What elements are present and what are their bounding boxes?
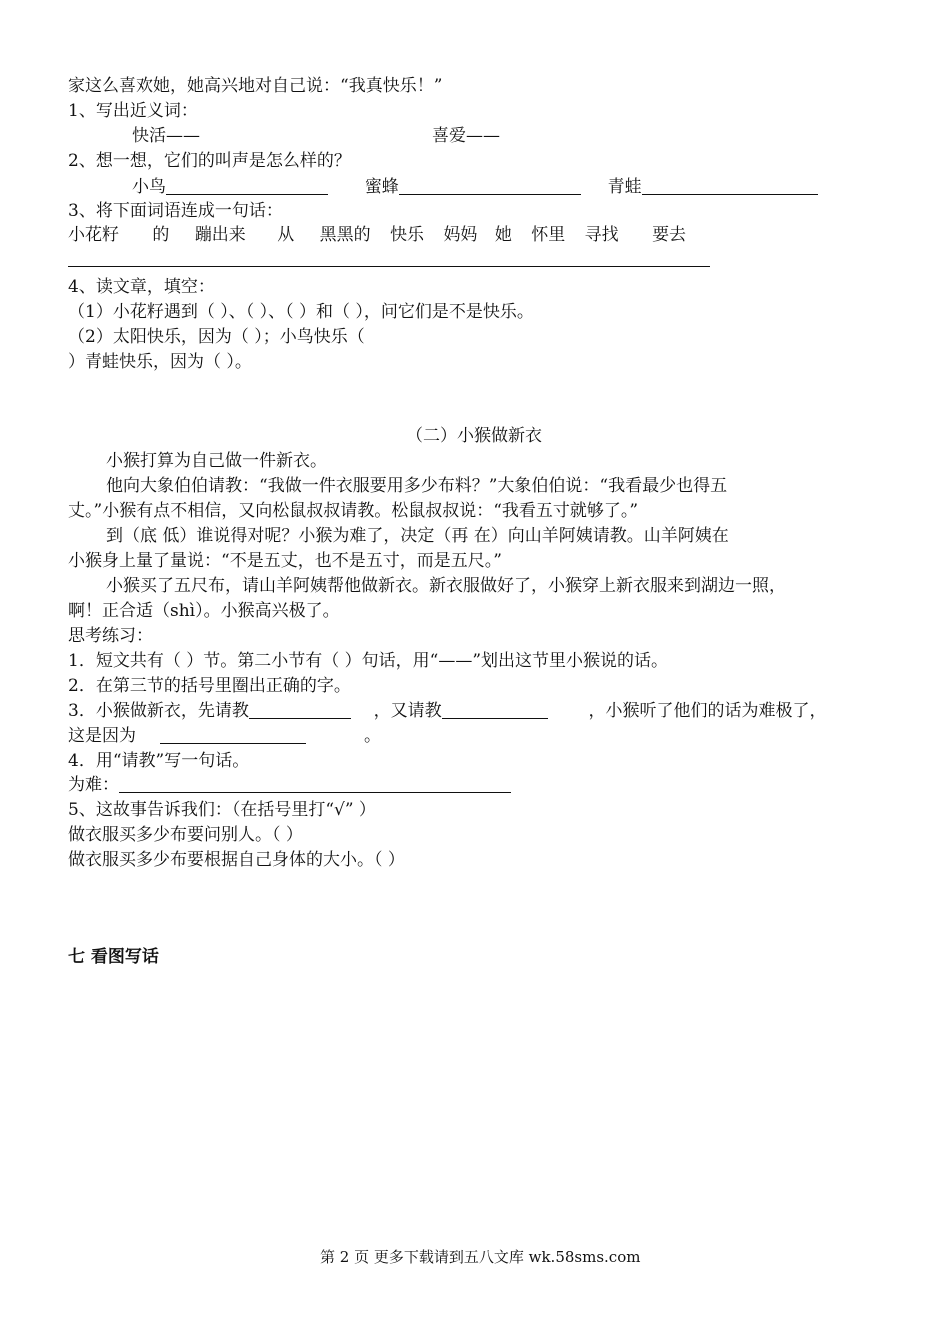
q2-bird: 小鸟 — [132, 177, 166, 197]
passage2-title: （二）小猴做新衣 — [406, 426, 542, 446]
exercise-2: 2．在第三节的括号里圈出正确的字。 — [68, 676, 351, 696]
q2-frog: 青蛙 — [607, 177, 642, 197]
exercise-3-blank-3 — [160, 725, 306, 744]
passage2-p2b: 丈。”小猴有点不相信，又向松鼠叔叔请教。松鼠叔叔说：“我看五寸就够了。” — [68, 501, 639, 521]
exercise-3-period: 。 — [364, 726, 381, 746]
exercise-3-part-a: 3．小猴做新衣，先请教 — [68, 701, 249, 721]
exercise-3-blank-2 — [442, 700, 548, 719]
exercise-3-part-d: 这是因为 — [68, 726, 136, 746]
q3-word: 蹦出来 — [194, 225, 246, 245]
q3-word: 要去 — [652, 225, 687, 245]
exercise-5: 5、这故事告诉我们：（在括号里打“√” ） — [68, 800, 376, 820]
exercise-3-part-b: ，又请教 — [373, 701, 442, 721]
exercise-3-part-c: ，小猴听了他们的话为难极了， — [588, 701, 827, 721]
q3-answer-line — [68, 266, 710, 267]
q4-line2: （2）太阳快乐，因为（ ）；小鸟快乐（ — [68, 327, 365, 347]
q1-synonym-a: 快活—— — [132, 126, 200, 146]
q2-frog-blank — [642, 176, 818, 195]
passage2-p1: 小猴打算为自己做一件新衣。 — [106, 451, 327, 471]
passage2-p4a: 小猴买了五尺布，请山羊阿姨帮他做新衣。新衣服做好了，小猴穿上新衣服来到湖边一照， — [106, 576, 786, 596]
q3-word: 她 — [494, 225, 512, 245]
q4-label: 4、读文章，填空： — [68, 277, 215, 297]
q1-label: 1、写出近义词： — [68, 101, 198, 121]
section-7-heading: 七 看图写话 — [68, 947, 159, 967]
exercise-1: 1．短文共有（ ）节。第二小节有（ ）句话，用“——”划出这节里小猴说的话。 — [68, 651, 669, 671]
exercise-4-answer — [68, 774, 511, 796]
exercise-4-word: 为难： — [68, 775, 119, 795]
q2-bee-blank — [399, 176, 581, 195]
q3-word: 的 — [152, 225, 170, 245]
q3-label: 3、将下面词语连成一句话： — [68, 201, 283, 221]
q4-line3: ）青蛙快乐，因为（ ）。 — [68, 352, 252, 372]
q3-words — [68, 224, 686, 246]
q4-line1: （1）小花籽遇到（ ）、（ ）、（ ）和（ ），问它们是不是快乐。 — [68, 302, 534, 322]
q3-word: 怀里 — [531, 225, 566, 245]
q2-bee: 蜜蜂 — [364, 177, 399, 197]
exercise-4-blank — [119, 774, 511, 793]
q2-row — [132, 176, 818, 198]
q3-word: 从 — [277, 225, 295, 245]
exercise-5-option-b: 做衣服买多少布要根据自己身体的大小。（ ） — [68, 850, 405, 870]
exercise-3 — [68, 700, 826, 722]
passage2-p3a: 到（底 低）谁说得对呢？小猴为难了，决定（再 在）向山羊阿姨请教。山羊阿姨在 — [106, 526, 729, 546]
passage-tail: 家这么喜欢她，她高兴地对自己说：“我真快乐！” — [68, 76, 443, 96]
q3-word: 黑黑的 — [319, 225, 371, 245]
q2-label: 2、想一想，它们的叫声是怎么样的？ — [68, 151, 351, 171]
q3-word: 快乐 — [390, 225, 425, 245]
exercise-3-cont — [68, 725, 381, 747]
q3-word: 寻找 — [584, 225, 619, 245]
exercise-3-blank-1 — [249, 700, 351, 719]
q3-word: 妈妈 — [443, 225, 478, 245]
exercise-4: 4．用“请教”写一句话。 — [68, 751, 250, 771]
exercise-5-option-a: 做衣服买多少布要问别人。（ ） — [68, 825, 303, 845]
passage2-p2a: 他向大象伯伯请教：“我做一件衣服要用多少布料？”大象伯伯说：“我看最少也得五 — [106, 476, 728, 496]
exercise-label: 思考练习： — [68, 626, 153, 646]
passage2-p3b: 小猴身上量了量说：“不是五丈，也不是五寸，而是五尺。” — [68, 551, 502, 571]
q1-synonym-b: 喜爱—— — [432, 126, 500, 146]
page-footer: 第 2 页 更多下载请到五八文库 wk.58sms.com — [320, 1248, 641, 1266]
q3-word: 小花籽 — [68, 225, 119, 245]
passage2-p4b: 啊！正合适（shì）。小猴高兴极了。 — [68, 601, 340, 621]
q2-bird-blank — [166, 176, 328, 195]
